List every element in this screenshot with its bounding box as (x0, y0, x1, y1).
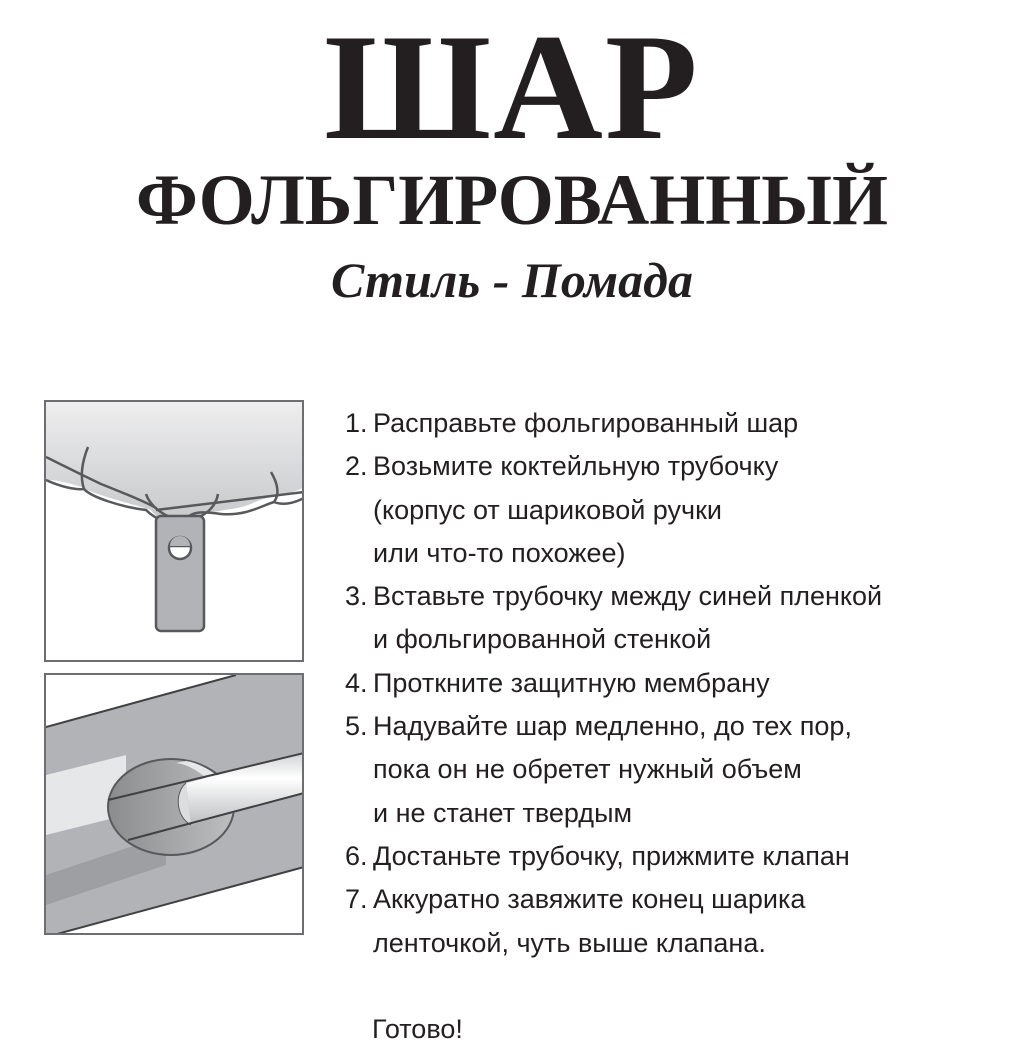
straw-insertion-illustration (44, 673, 304, 935)
instructions-list (345, 402, 882, 965)
instruction-line: 6. Достаньте трубочку, прижмите клапан (345, 840, 850, 871)
page-subtitle: ФОЛЬГИРОВАННЫЙ (136, 160, 888, 240)
straw-icon (46, 675, 304, 935)
done-text: Готово! (372, 1014, 463, 1044)
instruction-line: ленточкой, чуть выше клапана. (373, 927, 766, 958)
page-title: ШАР (324, 3, 700, 171)
instruction-line: 5. Надувайте шар медленно, до тех пор, (345, 711, 852, 742)
instruction-line: 3. Вставьте трубочку между синей пленкой (345, 581, 883, 612)
instruction-line: 4. Проткните защитную мембрану (345, 667, 770, 698)
instruction-line: (корпус от шариковой ручки (373, 494, 722, 525)
instruction-line: пока он не обретет нужный объем (373, 754, 802, 785)
balloon-icon (46, 402, 304, 662)
instruction-line: или что-то похожее) (373, 537, 626, 568)
style-line: Стиль - Помада (331, 252, 693, 308)
instruction-line: 2. Возьмите коктейльную трубочку (345, 451, 779, 482)
instruction-line: 7. Аккуратно завяжите конец шарика (345, 884, 806, 915)
instruction-line: и не станет твердым (373, 797, 633, 828)
instruction-line: 1. Расправьте фольгированный шар (345, 408, 799, 438)
instruction-line: и фольгированной стенкой (373, 624, 712, 655)
balloon-valve-illustration (44, 400, 304, 662)
